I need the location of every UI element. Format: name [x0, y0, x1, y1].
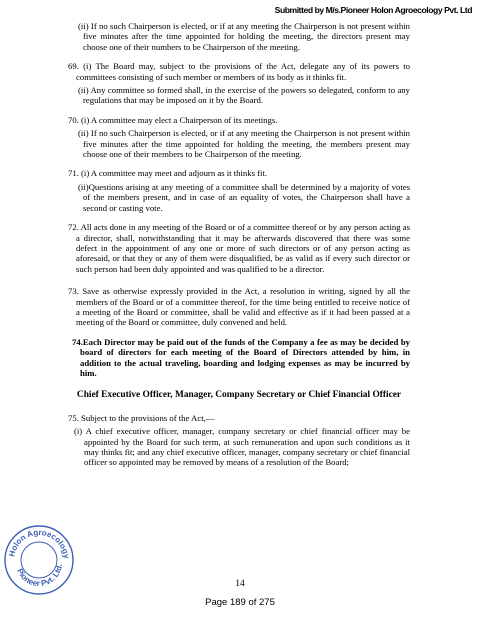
clause-69-i: 69. (i) The Board may, subject to the provisions of the Act, delegate any of its powers to committees consisting of such member or members of its body as it thinks fit. [68, 61, 410, 82]
section-heading: Chief Executive Officer, Manager, Company Secretary or Chief Financial Officer [76, 390, 402, 401]
clause-73: 73. Save as otherwise expressly provided in the Act, a resolution in writing, signed by all the members of the Board or of a committee thereof, for the time being entitled to receive notice of a meeting of the Board or committee, shall be valid and effective as if it had been passed at a meeting of the Board or committee, duly convened and held. [68, 286, 410, 328]
svg-text:Holon Agroecology: Holon Agroecology [7, 527, 72, 560]
clause-69-ii: (ii) Any committee so formed shall, in the exercise of the powers so delegated, conform to any regulations that may be imposed on it by the Board. [78, 85, 410, 106]
clause-75-i: (i) A chief executive officer, manager, company secretary or chief financial officer may be appointed by the Board for such term, at such remuneration and upon such conditions as it may thinks fit; and any chief executive officer, manager, company secretary or chief financial officer so appointed may be removed by means of a resolution of the Board; [74, 426, 410, 468]
clause-75: 75. Subject to the provisions of the Act,— [68, 412, 215, 423]
document-body [68, 21, 410, 468]
submitted-by-header: Submitted by M/s.Pioneer Holon Agroecology Pvt. Ltd [274, 5, 472, 15]
clause-70-ii: (ii) If no such Chairperson is elected, or if at any meeting the Chairperson is not present within five minutes after the time appointed for holding the meeting, the members present may choose one of their members to be Chairperson of the meeting. [78, 128, 410, 160]
clause-70-i: 70. (i) A committee may elect a Chairperson of its meetings. [68, 114, 278, 125]
svg-text:Pioneer Pvt. Ltd.: Pioneer Pvt. Ltd. [15, 563, 64, 589]
clause-74: 74.Each Director may be paid out of the funds of the Company a fee as may be decided by board of directors for each meeting of the Board of Directors attended by him, in addition to the actual traveling, boarding and lodging expenses as may be incurred by him. [72, 336, 410, 378]
page-number: 14 [235, 579, 245, 589]
clause-68-ii: (ii) If no such Chairperson is elected, or if at any meeting the Chairperson is not present within five minutes after the time appointed for holding the meeting, the directors present may choose one of their numbers to be Chairperson of the meeting. [78, 21, 410, 52]
clause-71-i: 71. (i) A committee may meet and adjourn as it thinks fit. [68, 168, 268, 179]
clause-72: 72. All acts done in any meeting of the Board or of a committee thereof or by any person acting as a director, shall, notwithstanding that it may be afterwards discovered that there was some defect in the appointment of any one or more of such directors or of any person acting as aforesaid, or that they or any of them were disqualified, be as valid as if every such director or such person had been duly appointed and was qualified to be a director. [68, 222, 410, 274]
page-count: Page 189 of 275 [205, 597, 275, 608]
clause-71-ii: (ii)Questions arising at any meeting of a committee shall be determined by a majority of votes of the members present, and in case of an equality of votes, the Chairperson shall have a second or casting vote. [78, 181, 410, 213]
